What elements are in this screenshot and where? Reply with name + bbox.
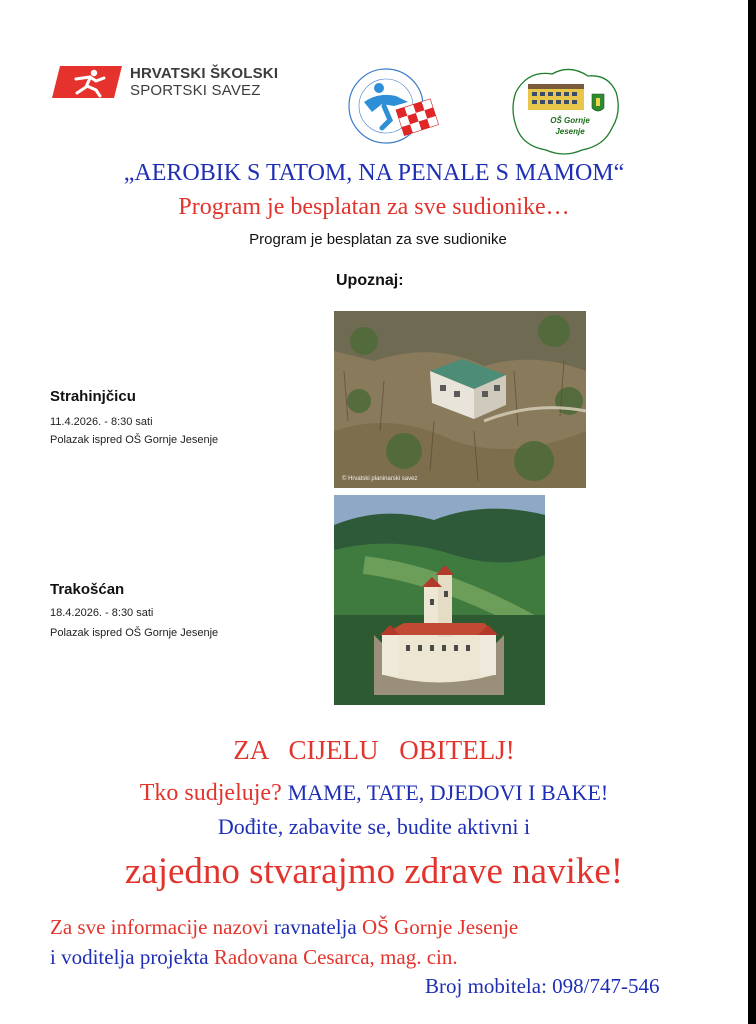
contact-school: OŠ Gornje Jesenje bbox=[361, 915, 519, 939]
participants-question: Tko sudjeluje? bbox=[139, 780, 282, 806]
contact-line-1 bbox=[50, 915, 518, 940]
school-logo-icon bbox=[508, 62, 626, 160]
event-2-name: Trakošćan bbox=[50, 581, 125, 598]
hss-logo bbox=[50, 62, 300, 106]
participants-answer: MAME, TATE, DJEDOVI I BAKE! bbox=[287, 780, 609, 805]
trakoscan-photo bbox=[334, 495, 545, 705]
contact-line-2 bbox=[50, 945, 458, 970]
event-1-name: Strahinjčicu bbox=[50, 388, 136, 405]
school-logo-text-1: OŠ Gornje bbox=[550, 116, 590, 125]
contact-role-1: ravnatelja bbox=[273, 915, 357, 939]
contact-role-2: i voditelja projekta bbox=[50, 945, 209, 969]
contact-text-1: Za sve informacije nazovi bbox=[50, 915, 269, 939]
photo-credit: © Hrvatski planinarski savez bbox=[342, 476, 418, 482]
phone-number: Broj mobitela: 098/747-546 bbox=[425, 974, 660, 998]
event-1-date: 11.4.2026. - 8:30 sati bbox=[50, 416, 153, 428]
strahinjcica-photo bbox=[334, 311, 586, 488]
hss-name-line1: HRVATSKI ŠKOLSKI bbox=[130, 65, 279, 82]
sports-club-logo-icon bbox=[338, 62, 458, 158]
event-2-departure: Polazak ispred OŠ Gornje Jesenje bbox=[50, 627, 219, 639]
participants-line bbox=[0, 780, 748, 807]
poster-subtitle: Program je besplatan za sve sudionike… bbox=[178, 194, 570, 220]
school-logo-text-2: Jesenje bbox=[555, 127, 585, 136]
section-heading: Upoznaj: bbox=[336, 272, 404, 289]
family-headline: ZA CIJELU OBITELJ! bbox=[233, 735, 515, 765]
hss-name-line2: SPORTSKI SAVEZ bbox=[130, 82, 261, 99]
poster-subtitle-small: Program je besplatan za sve sudionike bbox=[249, 231, 507, 248]
poster-title: „AEROBIK S TATOM, NA PENALE S MAMOM“ bbox=[123, 160, 625, 186]
event-1-departure: Polazak ispred OŠ Gornje Jesenje bbox=[50, 434, 219, 446]
invitation-line: Dođite, zabavite se, budite aktivni i bbox=[217, 814, 531, 839]
runner-icon bbox=[50, 64, 125, 100]
event-2-date: 18.4.2026. - 8:30 sati bbox=[50, 607, 154, 619]
screen-edge bbox=[748, 0, 756, 1024]
healthy-habits-headline: zajedno stvarajmo zdrave navike! bbox=[124, 851, 624, 892]
contact-person: Radovana Cesarca, mag. cin. bbox=[213, 945, 458, 969]
